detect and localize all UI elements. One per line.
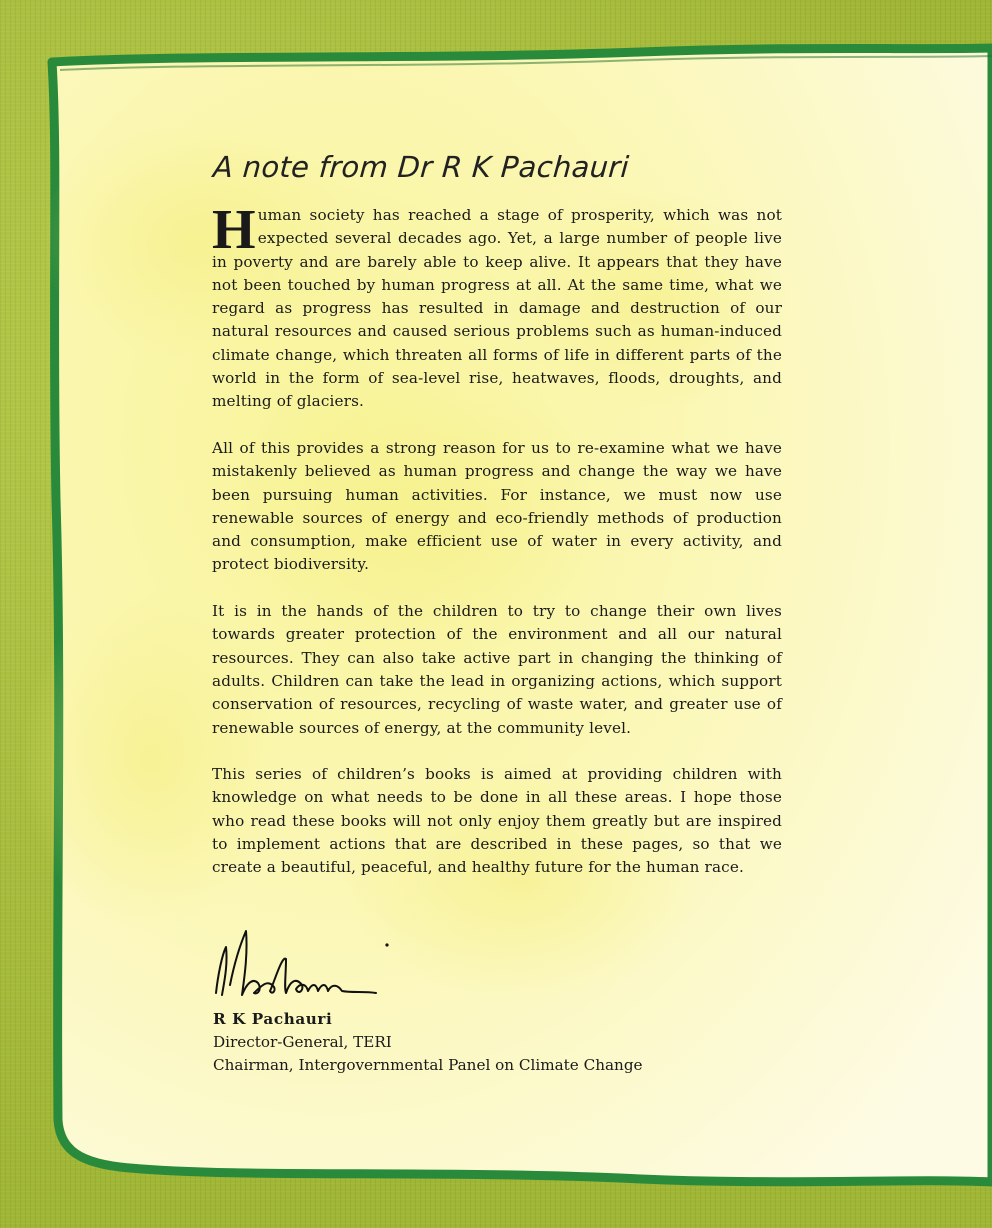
signatory-role-1: Director-General, TERI xyxy=(213,1033,392,1051)
paragraph-3: It is in the hands of the children to try to change their own lives towards greater protection of the environment and all our natural resources. They can also take active part in changing the thinking of adults. Children can take the lead in organizing actions, which support conservation of resources, recycling of waste water, and greater use of renewable sources of energy, at the community level. xyxy=(212,602,782,737)
paragraph-1-text: uman society has reached a stage of prosperity, which was not expected several decades ago. Yet, a large number of people live in poverty and are barely able to keep alive. It appears that they have not been touched by human progress at all. At the same time, what we regard as progress has resulted in damage and destruction of our natural resources and caused serious problems such as human-induced climate change, which threaten all forms of life in different parts of the world in the form of sea-level rise, heatwaves, floods, droughts, and melting of glaciers. xyxy=(212,206,782,411)
letter-body xyxy=(212,150,782,903)
signatory-name: R K Pachauri xyxy=(213,1010,333,1028)
drop-cap: H xyxy=(212,199,256,261)
paragraph-1 xyxy=(212,199,782,414)
paragraph-4: This series of children’s books is aimed at providing children with knowledge on what needs to be done in all these areas. I hope those who read these books will not only enjoy them greatly but are inspired to implement actions that are described in these pages, so that we create a beautiful, peaceful, and healthy future for the human race. xyxy=(212,765,782,877)
signatory-role-2: Chairman, Intergovernmental Panel on Climate Change xyxy=(213,1056,643,1074)
paragraph-2: All of this provides a strong reason for us to re-examine what we have mistakenly believed as human progress and change the way we have been pursuing human activities. For instance, we must now use renewable sources of energy and eco-friendly methods of production and consumption, make efficient use of water in every activity, and protect biodiversity. xyxy=(212,438,782,574)
page-title: A note from Dr R K Pachauri xyxy=(212,150,631,184)
handwritten-signature xyxy=(212,925,392,1005)
signatory-block xyxy=(213,1008,643,1077)
